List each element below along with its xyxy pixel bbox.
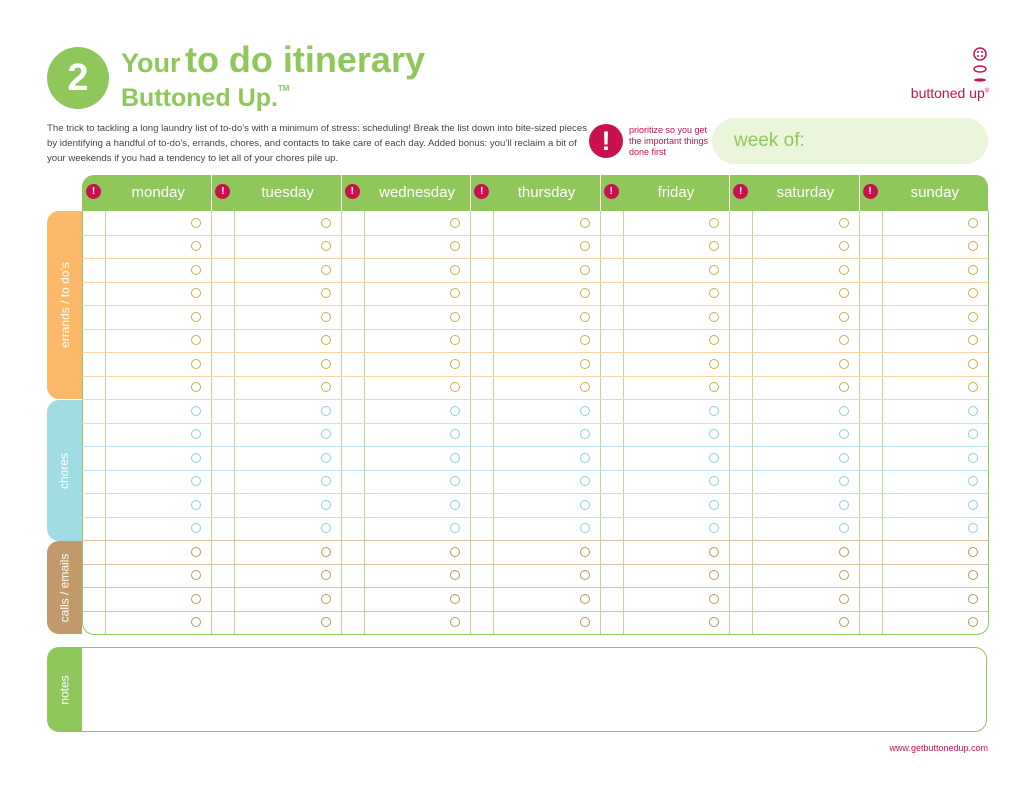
subtitle-text: Buttoned Up. bbox=[121, 84, 278, 112]
grid-row-line bbox=[82, 493, 988, 494]
task-checkbox[interactable] bbox=[709, 335, 719, 345]
task-checkbox[interactable] bbox=[580, 594, 590, 604]
section-tab-errands bbox=[47, 211, 82, 399]
task-checkbox[interactable] bbox=[450, 476, 460, 486]
week-of-label: week of: bbox=[734, 130, 805, 151]
task-checkbox[interactable] bbox=[839, 312, 849, 322]
task-checkbox[interactable] bbox=[580, 265, 590, 275]
task-checkbox[interactable] bbox=[450, 453, 460, 463]
task-checkbox[interactable] bbox=[191, 382, 201, 392]
notes-tab bbox=[47, 647, 82, 732]
task-checkbox[interactable] bbox=[709, 382, 719, 392]
grid-row-line bbox=[82, 399, 988, 400]
task-checkbox[interactable] bbox=[191, 406, 201, 416]
page-title bbox=[121, 39, 425, 80]
task-checkbox[interactable] bbox=[580, 218, 590, 228]
grid-row-line bbox=[82, 540, 988, 541]
task-checkbox[interactable] bbox=[450, 312, 460, 322]
priority-alert-icon: ! bbox=[589, 124, 623, 158]
task-checkbox[interactable] bbox=[450, 288, 460, 298]
task-checkbox[interactable] bbox=[191, 594, 201, 604]
task-checkbox[interactable] bbox=[450, 500, 460, 510]
task-checkbox[interactable] bbox=[968, 241, 978, 251]
task-checkbox[interactable] bbox=[191, 359, 201, 369]
task-checkbox[interactable] bbox=[580, 547, 590, 557]
task-checkbox[interactable] bbox=[709, 617, 719, 627]
task-checkbox[interactable] bbox=[968, 312, 978, 322]
task-checkbox[interactable] bbox=[580, 500, 590, 510]
task-checkbox[interactable] bbox=[580, 617, 590, 627]
task-checkbox[interactable] bbox=[968, 570, 978, 580]
priority-icon-sunday: ! bbox=[863, 184, 878, 199]
title-prefix: Your bbox=[121, 48, 181, 78]
task-checkbox[interactable] bbox=[968, 547, 978, 557]
grid-row-line bbox=[82, 587, 988, 588]
task-checkbox[interactable] bbox=[191, 570, 201, 580]
website-url: www.getbuttonedup.com bbox=[889, 743, 988, 753]
task-checkbox[interactable] bbox=[450, 594, 460, 604]
task-checkbox[interactable] bbox=[321, 570, 331, 580]
day-label-friday: friday bbox=[657, 184, 695, 201]
task-checkbox[interactable] bbox=[839, 359, 849, 369]
task-checkbox[interactable] bbox=[709, 570, 719, 580]
task-checkbox[interactable] bbox=[709, 547, 719, 557]
task-checkbox[interactable] bbox=[450, 382, 460, 392]
priority-icon-friday: ! bbox=[604, 184, 619, 199]
task-checkbox[interactable] bbox=[580, 335, 590, 345]
day-header-bar bbox=[82, 175, 988, 211]
task-checkbox[interactable] bbox=[580, 406, 590, 416]
grid-row-line bbox=[82, 564, 988, 565]
priority-icon-tuesday: ! bbox=[215, 184, 230, 199]
task-checkbox[interactable] bbox=[450, 265, 460, 275]
priority-icon-wednesday: ! bbox=[345, 184, 360, 199]
day-label-tuesday: tuesday bbox=[261, 184, 314, 201]
task-checkbox[interactable] bbox=[450, 570, 460, 580]
grid-row-line bbox=[82, 376, 988, 377]
page-subtitle bbox=[121, 84, 289, 113]
task-checkbox[interactable] bbox=[191, 547, 201, 557]
task-checkbox[interactable] bbox=[839, 453, 849, 463]
task-checkbox[interactable] bbox=[968, 453, 978, 463]
grid-row-line bbox=[82, 258, 988, 259]
section-tab-chores bbox=[47, 400, 82, 541]
task-checkbox[interactable] bbox=[191, 288, 201, 298]
day-divider bbox=[729, 175, 730, 211]
task-checkbox[interactable] bbox=[191, 218, 201, 228]
task-checkbox[interactable] bbox=[709, 241, 719, 251]
brand-name bbox=[905, 85, 995, 101]
task-checkbox[interactable] bbox=[450, 547, 460, 557]
task-checkbox[interactable] bbox=[839, 594, 849, 604]
task-checkbox[interactable] bbox=[191, 265, 201, 275]
task-checkbox[interactable] bbox=[709, 288, 719, 298]
task-checkbox[interactable] bbox=[580, 453, 590, 463]
grid-row-line bbox=[82, 352, 988, 353]
task-checkbox[interactable] bbox=[191, 453, 201, 463]
task-checkbox[interactable] bbox=[580, 382, 590, 392]
task-checkbox[interactable] bbox=[191, 429, 201, 439]
task-checkbox[interactable] bbox=[839, 241, 849, 251]
task-checkbox[interactable] bbox=[839, 547, 849, 557]
task-checkbox[interactable] bbox=[709, 218, 719, 228]
day-label-saturday: saturday bbox=[776, 184, 835, 201]
task-checkbox[interactable] bbox=[321, 429, 331, 439]
task-checkbox[interactable] bbox=[968, 523, 978, 533]
task-checkbox[interactable] bbox=[968, 265, 978, 275]
task-checkbox[interactable] bbox=[968, 406, 978, 416]
task-checkbox[interactable] bbox=[839, 335, 849, 345]
title-main: to do itinerary bbox=[184, 39, 425, 80]
section-label-chores: chores bbox=[57, 452, 72, 489]
task-checkbox[interactable] bbox=[839, 265, 849, 275]
task-checkbox[interactable] bbox=[839, 476, 849, 486]
task-checkbox[interactable] bbox=[191, 476, 201, 486]
task-checkbox[interactable] bbox=[839, 523, 849, 533]
task-checkbox[interactable] bbox=[839, 218, 849, 228]
grid-row-line bbox=[82, 470, 988, 471]
task-checkbox[interactable] bbox=[839, 288, 849, 298]
day-divider bbox=[859, 175, 860, 211]
task-checkbox[interactable] bbox=[968, 359, 978, 369]
day-label-thursday: thursday bbox=[517, 184, 576, 201]
task-checkbox[interactable] bbox=[450, 335, 460, 345]
grid-row-line bbox=[82, 446, 988, 447]
task-checkbox[interactable] bbox=[709, 359, 719, 369]
day-divider bbox=[341, 175, 342, 211]
task-checkbox[interactable] bbox=[580, 288, 590, 298]
task-checkbox[interactable] bbox=[709, 500, 719, 510]
task-checkbox[interactable] bbox=[580, 476, 590, 486]
task-checkbox[interactable] bbox=[839, 500, 849, 510]
task-checkbox[interactable] bbox=[968, 617, 978, 627]
grid-row-line bbox=[82, 305, 988, 306]
task-checkbox[interactable] bbox=[321, 476, 331, 486]
week-of-field[interactable] bbox=[712, 118, 988, 164]
task-checkbox[interactable] bbox=[709, 523, 719, 533]
task-checkbox[interactable] bbox=[321, 500, 331, 510]
day-divider bbox=[470, 175, 471, 211]
task-checkbox[interactable] bbox=[191, 312, 201, 322]
task-checkbox[interactable] bbox=[450, 218, 460, 228]
grid-row-line bbox=[82, 611, 988, 612]
planner-grid bbox=[82, 211, 988, 634]
notes-area[interactable] bbox=[82, 647, 987, 732]
task-checkbox[interactable] bbox=[968, 335, 978, 345]
section-label-errands: errands / to do’s bbox=[57, 262, 72, 348]
section-label-calls: calls / emails bbox=[57, 553, 72, 622]
task-checkbox[interactable] bbox=[321, 359, 331, 369]
task-checkbox[interactable] bbox=[968, 500, 978, 510]
intro-paragraph: The trick to tackling a long laundry list of to-do’s with a minimum of stress: scheduling! Break the list down into bite-sized pieces by identifying a handful of to-do’s, errands, chores, and contacts to take care of each day. Added bonus: you’ll reclaim a bit of your weekends if you had a tendency to let all of your chores pile up. bbox=[47, 123, 587, 164]
task-checkbox[interactable] bbox=[321, 312, 331, 322]
priority-note: prioritize so you get the important things done first bbox=[629, 125, 709, 157]
task-checkbox[interactable] bbox=[968, 476, 978, 486]
task-checkbox[interactable] bbox=[968, 594, 978, 604]
task-checkbox[interactable] bbox=[709, 594, 719, 604]
task-checkbox[interactable] bbox=[709, 453, 719, 463]
task-checkbox[interactable] bbox=[709, 265, 719, 275]
day-label-sunday: sunday bbox=[910, 184, 959, 201]
priority-icon-thursday: ! bbox=[474, 184, 489, 199]
task-checkbox[interactable] bbox=[321, 265, 331, 275]
task-checkbox[interactable] bbox=[968, 288, 978, 298]
step-number-badge: 2 bbox=[47, 47, 109, 109]
task-checkbox[interactable] bbox=[580, 523, 590, 533]
task-checkbox[interactable] bbox=[450, 429, 460, 439]
grid-row-line bbox=[82, 235, 988, 236]
task-checkbox[interactable] bbox=[839, 617, 849, 627]
task-checkbox[interactable] bbox=[321, 523, 331, 533]
task-checkbox[interactable] bbox=[839, 406, 849, 416]
task-checkbox[interactable] bbox=[580, 312, 590, 322]
task-checkbox[interactable] bbox=[968, 382, 978, 392]
day-divider bbox=[600, 175, 601, 211]
day-label-monday: monday bbox=[131, 184, 185, 201]
day-divider bbox=[211, 175, 212, 211]
task-checkbox[interactable] bbox=[450, 359, 460, 369]
task-checkbox[interactable] bbox=[839, 382, 849, 392]
task-checkbox[interactable] bbox=[321, 406, 331, 416]
task-checkbox[interactable] bbox=[321, 594, 331, 604]
task-checkbox[interactable] bbox=[709, 476, 719, 486]
task-checkbox[interactable] bbox=[450, 523, 460, 533]
task-checkbox[interactable] bbox=[709, 312, 719, 322]
task-checkbox[interactable] bbox=[968, 218, 978, 228]
task-checkbox[interactable] bbox=[321, 453, 331, 463]
task-checkbox[interactable] bbox=[839, 429, 849, 439]
task-checkbox[interactable] bbox=[709, 429, 719, 439]
task-checkbox[interactable] bbox=[580, 570, 590, 580]
grid-row-line bbox=[82, 329, 988, 330]
task-checkbox[interactable] bbox=[450, 617, 460, 627]
task-checkbox[interactable] bbox=[191, 241, 201, 251]
grid-row-line bbox=[82, 423, 988, 424]
task-checkbox[interactable] bbox=[191, 617, 201, 627]
task-checkbox[interactable] bbox=[321, 218, 331, 228]
task-checkbox[interactable] bbox=[321, 288, 331, 298]
task-checkbox[interactable] bbox=[321, 241, 331, 251]
brand-name-text: buttoned up bbox=[910, 85, 985, 101]
task-checkbox[interactable] bbox=[450, 406, 460, 416]
priority-icon-saturday: ! bbox=[733, 184, 748, 199]
task-checkbox[interactable] bbox=[321, 547, 331, 557]
priority-icon-monday: ! bbox=[86, 184, 101, 199]
grid-row-line bbox=[82, 517, 988, 518]
notes-label: notes bbox=[57, 674, 72, 705]
task-checkbox[interactable] bbox=[321, 382, 331, 392]
grid-row-line bbox=[82, 282, 988, 283]
task-checkbox[interactable] bbox=[191, 335, 201, 345]
task-checkbox[interactable] bbox=[321, 617, 331, 627]
registered-mark: ® bbox=[984, 88, 990, 95]
task-checkbox[interactable] bbox=[321, 335, 331, 345]
task-checkbox[interactable] bbox=[580, 429, 590, 439]
task-checkbox[interactable] bbox=[580, 359, 590, 369]
task-checkbox[interactable] bbox=[968, 429, 978, 439]
section-tab-calls bbox=[47, 541, 82, 634]
task-checkbox[interactable] bbox=[839, 570, 849, 580]
day-label-wednesday: wednesday bbox=[379, 184, 455, 201]
task-checkbox[interactable] bbox=[191, 500, 201, 510]
task-checkbox[interactable] bbox=[709, 406, 719, 416]
task-checkbox[interactable] bbox=[191, 523, 201, 533]
task-checkbox[interactable] bbox=[580, 241, 590, 251]
trademark-mark: TM bbox=[277, 84, 290, 93]
task-checkbox[interactable] bbox=[450, 241, 460, 251]
